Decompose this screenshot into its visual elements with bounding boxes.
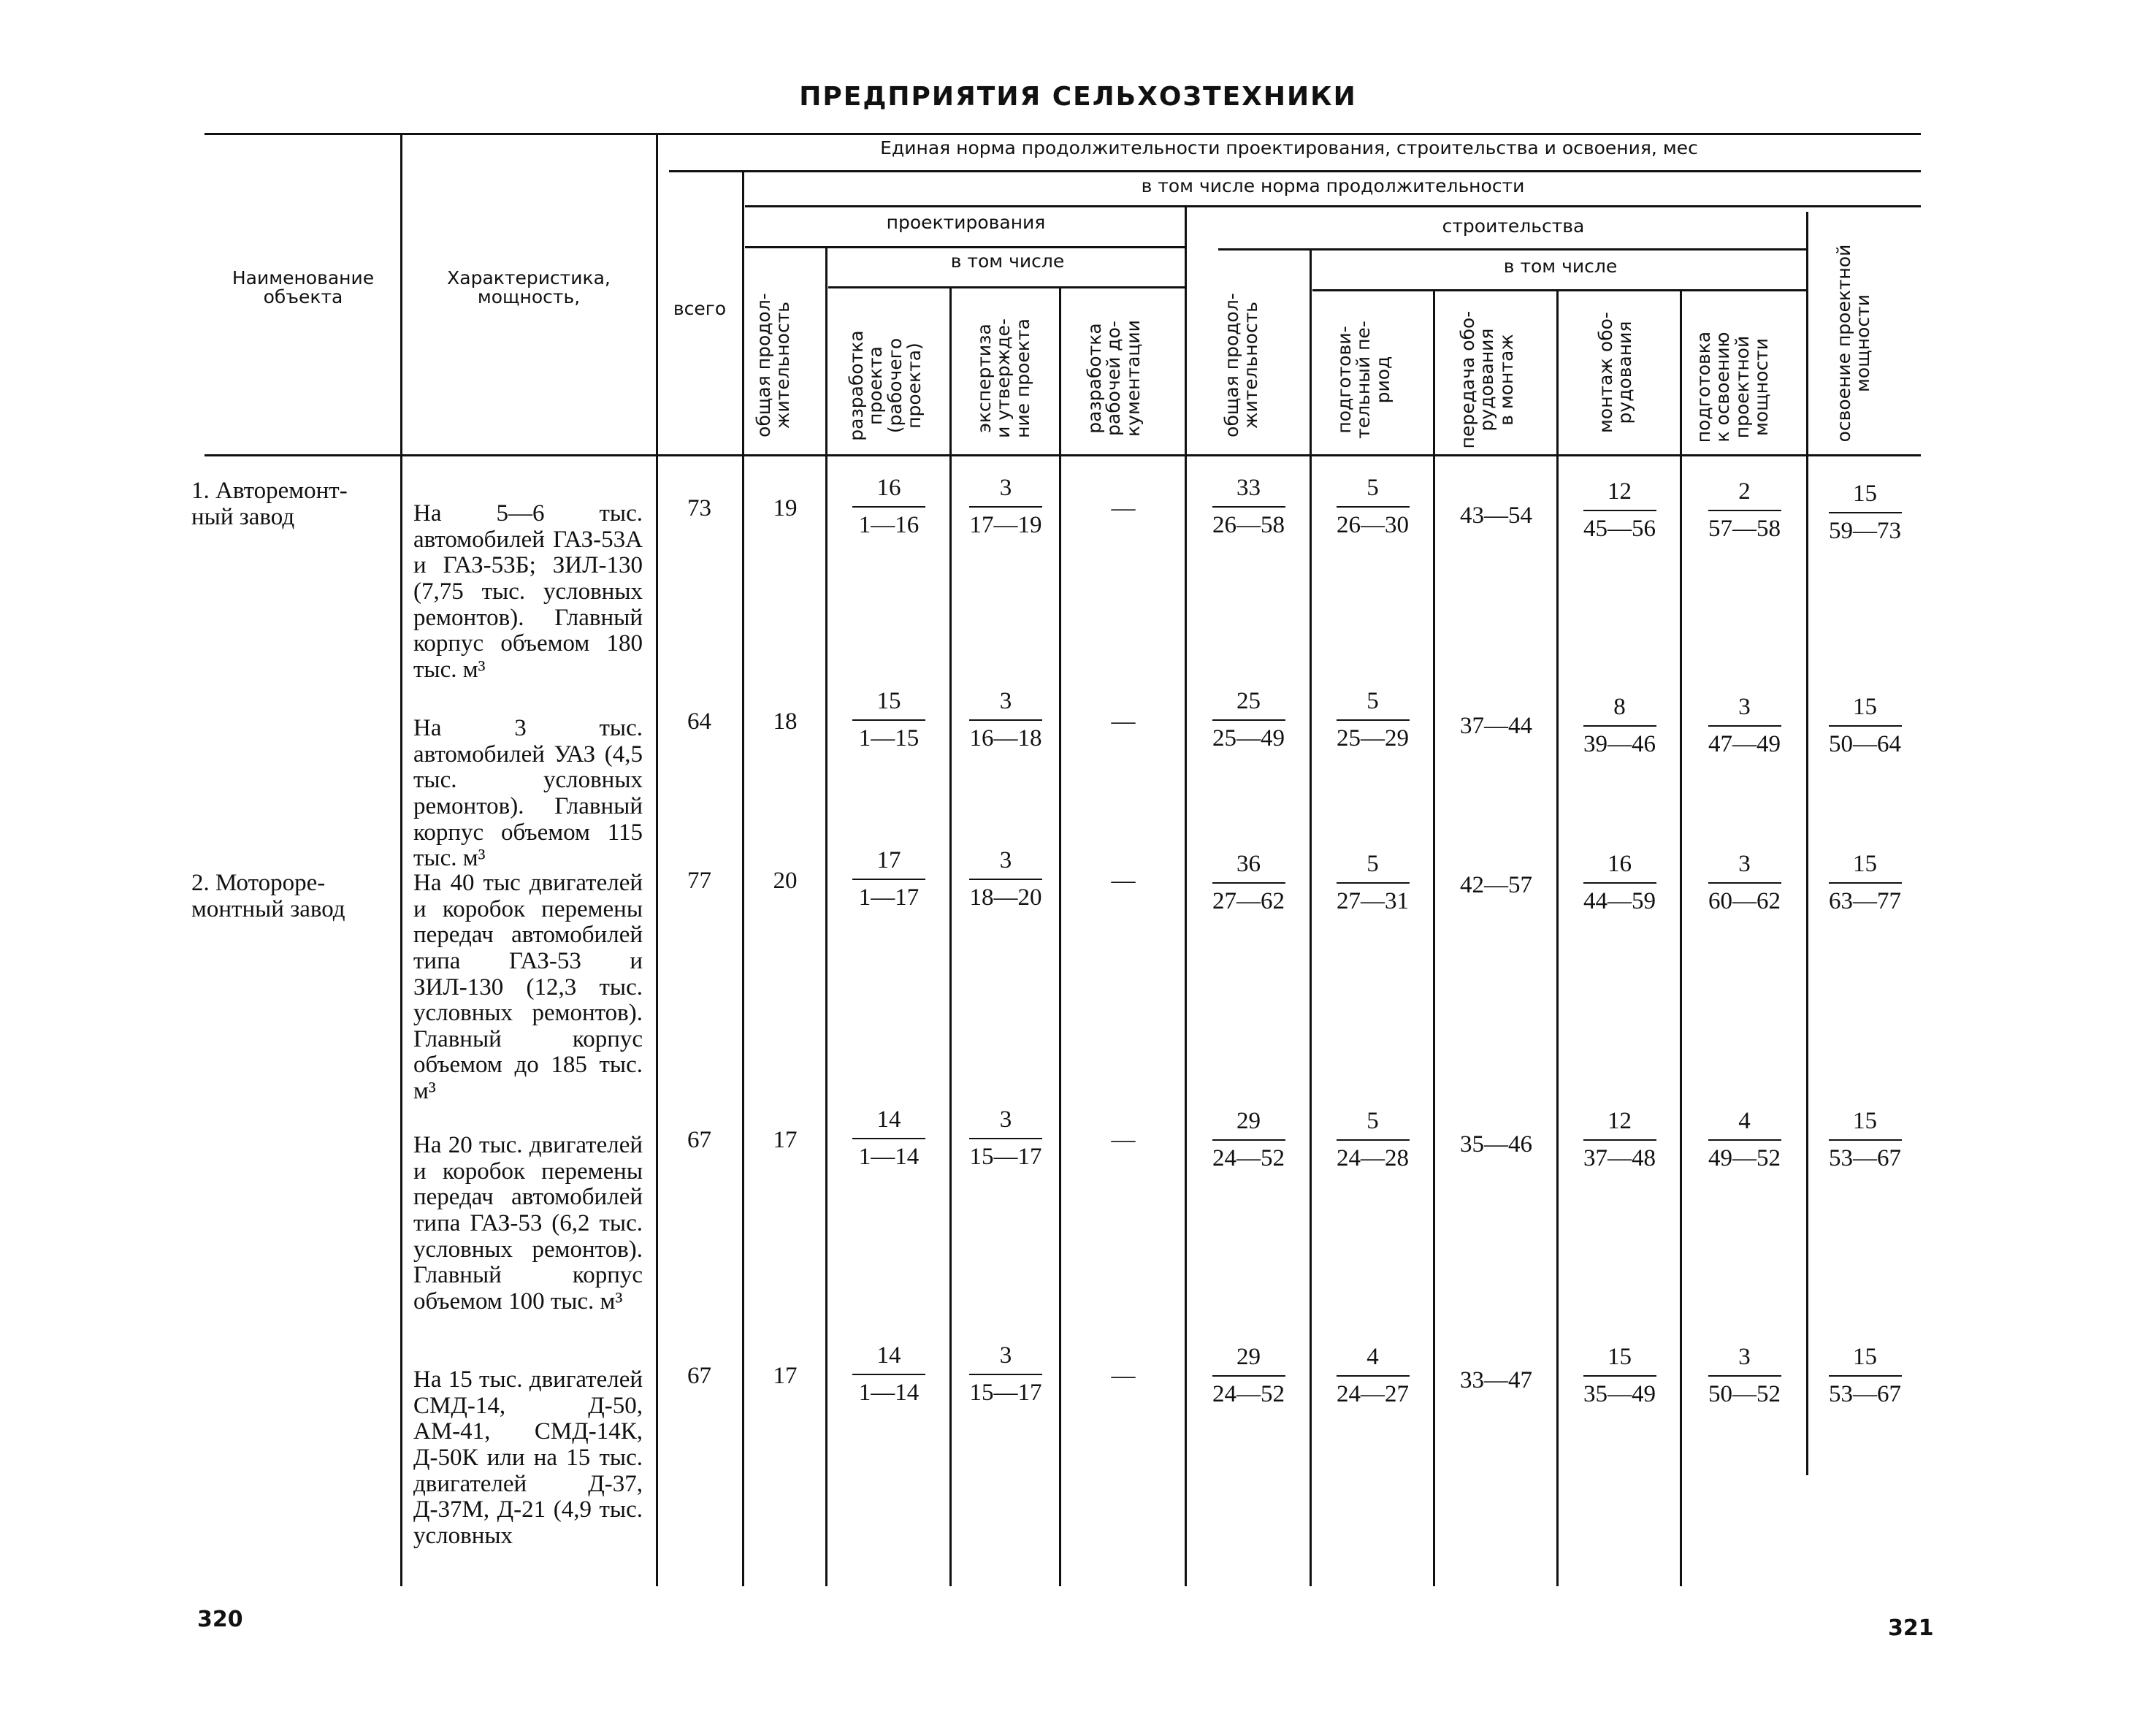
cell-docs: — xyxy=(1111,1127,1136,1153)
frac-num: 15 xyxy=(1853,1344,1877,1370)
frac-den: 15—17 xyxy=(969,1380,1042,1406)
frac-constr-total xyxy=(1188,1108,1310,1172)
frac-num: 15 xyxy=(876,688,901,714)
frac-den: 27—31 xyxy=(1337,888,1409,914)
frac-master-prep xyxy=(1683,478,1806,543)
cell-vsego: 73 xyxy=(687,495,711,521)
frac-num: 29 xyxy=(1236,1344,1261,1370)
frac-num: 15 xyxy=(1853,1108,1877,1134)
header-constr-mount: монтаж обо- рудования xyxy=(1595,312,1636,433)
frac-dev xyxy=(828,475,949,539)
rule-head-bottom xyxy=(204,454,1921,456)
cell-docs: — xyxy=(1111,1363,1136,1389)
frac-num: 3 xyxy=(999,1342,1012,1369)
frac-num: 16 xyxy=(876,475,901,501)
frac-num: 17 xyxy=(876,847,901,873)
frac-num: 4 xyxy=(1366,1344,1379,1370)
table-row xyxy=(0,1106,2156,1223)
header-design: проектирования xyxy=(886,212,1046,233)
vline-12 xyxy=(1806,212,1808,1475)
frac-den: 60—62 xyxy=(1708,888,1781,914)
frac-dev xyxy=(828,1106,949,1171)
frac-den: 45—56 xyxy=(1583,516,1656,542)
frac-den: 1—17 xyxy=(858,884,920,911)
table-row xyxy=(0,847,2156,964)
header-including-norm: в том числе норма продолжительности xyxy=(1141,175,1525,196)
frac-num: 4 xyxy=(1738,1108,1751,1134)
cell-vsego: 67 xyxy=(687,1363,711,1389)
frac-prep xyxy=(1312,1108,1433,1172)
frac-num: 36 xyxy=(1236,851,1261,877)
frac-den: 16—18 xyxy=(969,725,1042,751)
table-row xyxy=(0,1342,2156,1459)
frac-num: 5 xyxy=(1366,688,1379,714)
cell-vsego: 77 xyxy=(687,868,711,894)
frac-den: 17—19 xyxy=(969,512,1042,538)
frac-num: 5 xyxy=(1366,475,1379,501)
frac-exam xyxy=(952,688,1059,752)
frac-exam xyxy=(952,1106,1059,1171)
frac-den: 26—58 xyxy=(1212,512,1285,538)
frac-den: 27—62 xyxy=(1212,888,1285,914)
frac-num: 12 xyxy=(1608,1108,1632,1134)
frac-mount xyxy=(1559,478,1680,543)
cell-design-total: 20 xyxy=(773,868,798,894)
frac-den: 24—52 xyxy=(1212,1145,1285,1171)
page-number-right: 321 xyxy=(1888,1615,1934,1641)
frac-num: 14 xyxy=(876,1342,901,1369)
frac-den: 18—20 xyxy=(969,884,1042,911)
frac-den: 39—46 xyxy=(1583,731,1656,757)
frac-dev xyxy=(828,1342,949,1407)
header-design-total: общая продол- жительность xyxy=(753,293,794,437)
cell-transfer: 37—44 xyxy=(1460,713,1532,739)
frac-num: 8 xyxy=(1613,694,1626,720)
description-5: На 15 тыс. двигателей СМД-14, Д-50, АМ-41, СМД-14К, Д-50К или на 15 тыс. двигателей Д-37, Д-37М, Д-21 (4,9 тыс. условных xyxy=(413,1366,643,1549)
frac-den: 50—52 xyxy=(1708,1381,1781,1407)
header-design-docs: разработка рабочей до- кументации xyxy=(1084,320,1144,437)
frac-constr-total xyxy=(1188,851,1310,915)
cell-transfer: 43—54 xyxy=(1460,502,1532,529)
header-design-dev: разработка проекта (рабочего проекта) xyxy=(846,330,925,441)
frac-num: 3 xyxy=(999,847,1012,873)
frac-master-prep xyxy=(1683,1108,1806,1172)
object-name-2: 2. Мотороре- монтный завод xyxy=(191,870,345,922)
frac-constr-total xyxy=(1188,688,1310,752)
object-name-1: 1. Авторемонт- ный завод xyxy=(191,478,348,530)
frac-dev xyxy=(828,688,949,752)
frac-num: 3 xyxy=(999,688,1012,714)
cell-docs: — xyxy=(1111,495,1136,521)
frac-num: 15 xyxy=(1853,851,1877,877)
frac-num: 15 xyxy=(1853,694,1877,720)
header-design-including: в том числе xyxy=(950,250,1065,272)
frac-den: 25—29 xyxy=(1337,725,1409,751)
frac-den: 26—30 xyxy=(1337,512,1409,538)
header-constr-including: в том числе xyxy=(1503,256,1618,277)
cell-vsego: 64 xyxy=(687,708,711,735)
frac-exam xyxy=(952,475,1059,539)
frac-num: 5 xyxy=(1366,851,1379,877)
header-constr-total: общая продол- жительность xyxy=(1221,293,1262,437)
rule-norm xyxy=(669,170,1921,172)
frac-den: 59—73 xyxy=(1829,518,1901,544)
frac-master-prep xyxy=(1683,694,1806,758)
frac-num: 15 xyxy=(1853,481,1877,507)
frac-num: 3 xyxy=(999,475,1012,501)
cell-transfer: 33—47 xyxy=(1460,1367,1532,1393)
frac-den: 44—59 xyxy=(1583,888,1656,914)
frac-den: 37—48 xyxy=(1583,1145,1656,1171)
cell-design-total: 19 xyxy=(773,495,798,521)
frac-den: 53—67 xyxy=(1829,1145,1901,1171)
frac-den: 1—14 xyxy=(858,1380,920,1406)
header-characteristic: Характеристика, мощность, xyxy=(447,267,611,308)
header-vsego: всего xyxy=(673,298,727,319)
page-number-left: 320 xyxy=(197,1607,243,1632)
header-constr-master-prep: подготовка к освоению проектной мощности xyxy=(1693,331,1772,443)
frac-num: 3 xyxy=(1738,1344,1751,1370)
frac-num: 25 xyxy=(1236,688,1261,714)
frac-exam xyxy=(952,847,1059,911)
frac-constr-total xyxy=(1188,1344,1310,1408)
header-norm-top: Единая норма продолжительности проектирования, строительства и освоения, мес xyxy=(880,137,1698,158)
frac-den: 24—28 xyxy=(1337,1145,1409,1171)
frac-den: 24—52 xyxy=(1212,1381,1285,1407)
frac-num: 3 xyxy=(1738,694,1751,720)
cell-design-total: 18 xyxy=(773,708,798,735)
frac-mount xyxy=(1559,851,1680,915)
frac-den: 57—58 xyxy=(1708,516,1781,542)
frac-num: 12 xyxy=(1608,478,1632,505)
frac-num: 33 xyxy=(1236,475,1261,501)
header-constr-transfer: передача обо- рудования в монтаж xyxy=(1457,310,1517,449)
frac-num: 3 xyxy=(999,1106,1012,1133)
description-2: На 3 тыс. автомобилей УАЗ (4,5 тыс. условных ремонтов). Главный корпус объемом 115 тыс. м³ xyxy=(413,715,643,872)
frac-master xyxy=(1809,1108,1921,1172)
header-name: Наименование объекта xyxy=(232,267,375,308)
frac-master xyxy=(1809,694,1921,758)
cell-vsego: 67 xyxy=(687,1127,711,1153)
frac-den: 1—15 xyxy=(858,725,920,751)
cell-docs: — xyxy=(1111,868,1136,894)
frac-master xyxy=(1809,1344,1921,1408)
frac-den: 24—27 xyxy=(1337,1381,1409,1407)
cell-transfer: 42—57 xyxy=(1460,872,1532,898)
frac-num: 15 xyxy=(1608,1344,1632,1370)
frac-prep xyxy=(1312,688,1433,752)
frac-num: 16 xyxy=(1608,851,1632,877)
header-mastering: освоение проектной мощности xyxy=(1833,244,1874,443)
frac-num: 3 xyxy=(1738,851,1751,877)
frac-constr-total xyxy=(1188,475,1310,539)
cell-design-total: 17 xyxy=(773,1127,798,1153)
description-1: На 5—6 тыс. автомобилей ГАЗ-53А и ГАЗ-53Б; ЗИЛ-130 (7,75 тыс. условных ремонтов). Главный корпус объемом 180 тыс. м³ xyxy=(413,500,643,683)
cell-docs: — xyxy=(1111,708,1136,735)
frac-num: 14 xyxy=(876,1106,901,1133)
cell-design-total: 17 xyxy=(773,1363,798,1389)
frac-prep xyxy=(1312,851,1433,915)
frac-master-prep xyxy=(1683,1344,1806,1408)
frac-den: 25—49 xyxy=(1212,725,1285,751)
header-constr-prep: подготови- тельный пе- риод xyxy=(1334,321,1394,439)
frac-exam xyxy=(952,1342,1059,1407)
table-row xyxy=(0,688,2156,805)
frac-prep xyxy=(1312,475,1433,539)
frac-den: 35—49 xyxy=(1583,1381,1656,1407)
frac-master-prep xyxy=(1683,851,1806,915)
description-3: На 40 тыс двигателей и коробок перемены передач автомобилей типа ГАЗ-53 и ЗИЛ-130 (12,3 тыс. условных ремонтов). Главный корпус объемом до 185 тыс. м³ xyxy=(413,870,643,1104)
frac-den: 53—67 xyxy=(1829,1381,1901,1407)
frac-dev xyxy=(828,847,949,911)
rule-top xyxy=(204,133,1921,135)
frac-den: 1—16 xyxy=(858,512,920,538)
table-row xyxy=(0,475,2156,592)
description-4: На 20 тыс. двигателей и коробок перемены передач автомобилей типа ГАЗ-53 (6,2 тыс. условных ремонтов). Главный корпус объемом 100 тыс. м³ xyxy=(413,1132,643,1315)
frac-den: 49—52 xyxy=(1708,1145,1781,1171)
cell-transfer: 35—46 xyxy=(1460,1131,1532,1158)
rule-including xyxy=(745,205,1921,207)
frac-num: 29 xyxy=(1236,1108,1261,1134)
header-construction: строительства xyxy=(1442,215,1585,237)
frac-den: 47—49 xyxy=(1708,731,1781,757)
frac-num: 5 xyxy=(1366,1108,1379,1134)
frac-mount xyxy=(1559,1108,1680,1172)
frac-master xyxy=(1809,481,1921,545)
frac-mount xyxy=(1559,1344,1680,1408)
frac-mount xyxy=(1559,694,1680,758)
frac-master xyxy=(1809,851,1921,915)
frac-den: 1—14 xyxy=(858,1144,920,1170)
page-title: ПРЕДПРИЯТИЯ СЕЛЬХОЗТЕХНИКИ xyxy=(799,82,1357,112)
frac-den: 63—77 xyxy=(1829,888,1901,914)
frac-prep xyxy=(1312,1344,1433,1408)
frac-den: 15—17 xyxy=(969,1144,1042,1170)
frac-num: 2 xyxy=(1738,478,1751,505)
frac-den: 50—64 xyxy=(1829,731,1901,757)
header-design-exam: экспертиза и утвержде- ние проекта xyxy=(974,318,1033,438)
